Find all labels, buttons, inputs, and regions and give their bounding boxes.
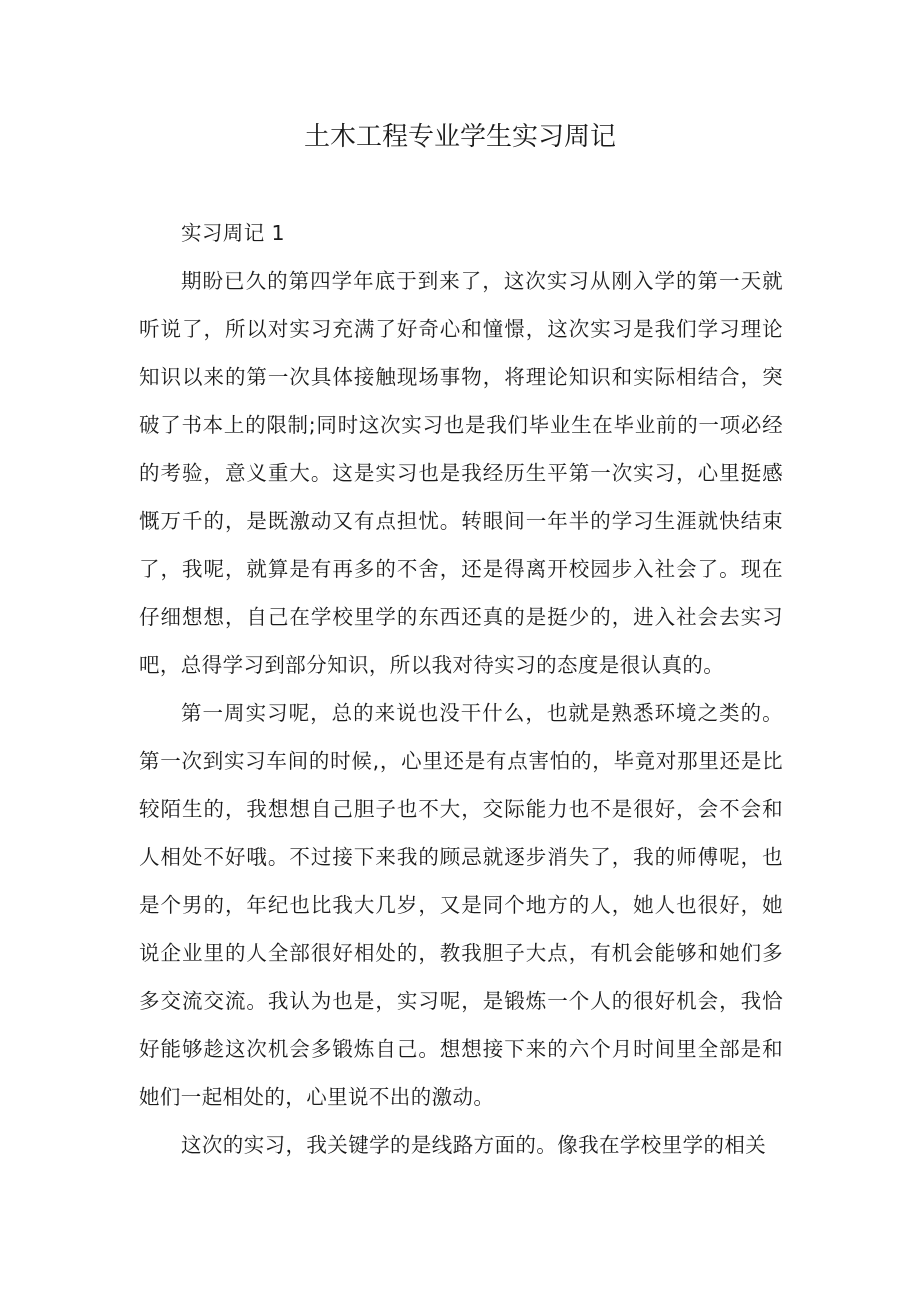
paragraph: 这次的实习，我关键学的是线路方面的。像我在学校里学的相关 xyxy=(181,1133,767,1157)
section-heading: 实习周记 1 xyxy=(181,221,285,245)
document-title: 土木工程专业学生实习周记 xyxy=(303,122,616,152)
paragraph: 第一周实习呢，总的来说也没干什么，也就是熟悉环境之类的。第一次到实习车间的时候,，心里还是有点害怕的，毕竟对那里还是比较陌生的，我想想自己胆子也不大，交际能力也不是很好，会不会和人相处不好哦。不过接下来我的顾忌就逐步消失了，我的师傅呢，也是个男的，年纪也比我大几岁，又是同个地方的人，她人也很好，她说企业里的人全部很好相处的，教我胆子大点，有机会能够和她们多多交流交流。我认为也是，实习呢，是锻炼一个人的很好机会，我恰好能够趁这次机会多锻炼自己。想想接下来的六个月时间里全部是和她们一起相处的，心里说不出的激动。 xyxy=(139,701,783,1109)
document-body xyxy=(139,209,783,1169)
paragraph: 期盼已久的第四学年底于到来了，这次实习从刚入学的第一天就听说了，所以对实习充满了好奇心和憧憬，这次实习是我们学习理论知识以来的第一次具体接触现场事物，将理论知识和实际相结合，突破了书本上的限制;同时这次实习也是我们毕业生在毕业前的一项必经的考验，意义重大。这是实习也是我经历生平第一次实习，心里挺感慨万千的，是既激动又有点担忧。转眼间一年半的学习生涯就快结束了，我呢，就算是有再多的不舍，还是得离开校园步入社会了。现在仔细想想，自己在学校里学的东西还真的是挺少的，进入社会去实习吧，总得学习到部分知识，所以我对待实习的态度是很认真的。 xyxy=(139,269,783,677)
